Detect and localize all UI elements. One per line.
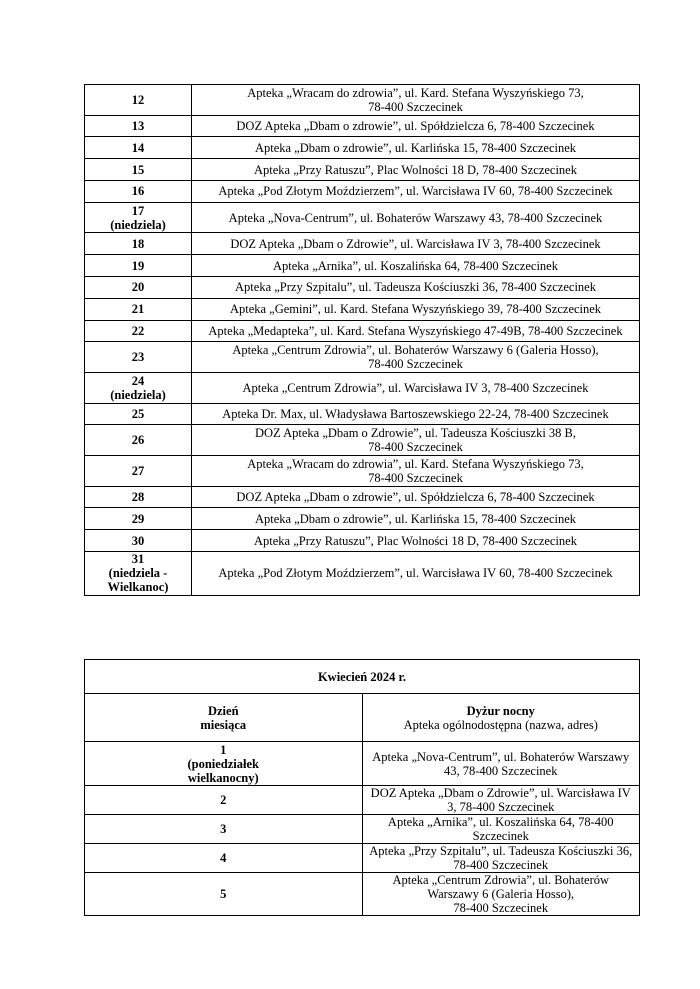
pharmacy-cell: Apteka „Gemini”, ul. Kard. Stefana Wyszyńskiego 39, 78-400 Szczecinek	[192, 298, 640, 320]
day-cell: 3	[85, 815, 363, 844]
day-cell: 23	[85, 342, 192, 373]
march-duty-table	[84, 84, 640, 596]
table-row	[85, 180, 640, 202]
day-cell: 20	[85, 276, 192, 298]
pharmacy-cell: Apteka „Medapteka”, ul. Kard. Stefana Wyszyńskiego 47-49B, 78-400 Szczecinek	[192, 320, 640, 342]
table-row	[85, 403, 640, 425]
table-row	[85, 873, 640, 916]
day-cell: 29	[85, 508, 192, 530]
day-cell: 30	[85, 530, 192, 552]
header-day: Dzień miesiąca	[85, 694, 363, 742]
table-row	[85, 159, 640, 181]
table-row	[85, 342, 640, 373]
table-row	[85, 233, 640, 255]
pharmacy-cell: DOZ Apteka „Dbam o zdrowie”, ul. Spółdzielcza 6, 78-400 Szczecinek	[192, 115, 640, 137]
day-cell: 26	[85, 425, 192, 456]
day-cell: 14	[85, 137, 192, 159]
table-row	[85, 455, 640, 486]
table-row	[85, 551, 640, 595]
day-cell: 18	[85, 233, 192, 255]
table-row	[85, 115, 640, 137]
pharmacy-cell: Apteka „Centrum Zdrowia”, ul. Bohaterów Warszawy 6 (Galeria Hosso), 78-400 Szczecinek	[362, 873, 640, 916]
table-row	[85, 815, 640, 844]
pharmacy-cell: Apteka „Centrum Zdrowia”, ul. Bohaterów Warszawy 6 (Galeria Hosso), 78-400 Szczecinek	[192, 342, 640, 373]
day-cell: 24 (niedziela)	[85, 372, 192, 403]
table-row	[85, 786, 640, 815]
pharmacy-cell: DOZ Apteka „Dbam o Zdrowie”, ul. Warcisława IV 3, 78-400 Szczecinek	[362, 786, 640, 815]
table-row	[85, 298, 640, 320]
table-row	[85, 844, 640, 873]
table-row	[85, 508, 640, 530]
pharmacy-cell: Apteka „Dbam o zdrowie”, ul. Karlińska 15, 78-400 Szczecinek	[192, 508, 640, 530]
pharmacy-cell: Apteka „Arnika”, ul. Koszalińska 64, 78-400 Szczecinek	[192, 255, 640, 277]
april-duty-table	[84, 659, 640, 916]
pharmacy-cell: Apteka „Wracam do zdrowia”, ul. Kard. Stefana Wyszyńskiego 73, 78-400 Szczecinek	[192, 455, 640, 486]
pharmacy-cell: Apteka „Nova-Centrum”, ul. Bohaterów Warszawy 43, 78-400 Szczecinek	[362, 742, 640, 786]
day-cell: 22	[85, 320, 192, 342]
day-cell: 31 (niedziela - Wielkanoc)	[85, 551, 192, 595]
pharmacy-cell: Apteka „Nova-Centrum”, ul. Bohaterów Warszawy 43, 78-400 Szczecinek	[192, 202, 640, 233]
table-row	[85, 202, 640, 233]
pharmacy-cell: DOZ Apteka „Dbam o zdrowie”, ul. Spółdzielcza 6, 78-400 Szczecinek	[192, 486, 640, 508]
pharmacy-cell: Apteka „Arnika”, ul. Koszalińska 64, 78-400 Szczecinek	[362, 815, 640, 844]
table-row	[85, 742, 640, 786]
table-row	[85, 85, 640, 116]
day-cell: 5	[85, 873, 363, 916]
table-row	[85, 276, 640, 298]
day-cell: 25	[85, 403, 192, 425]
table-row	[85, 372, 640, 403]
table-row	[85, 425, 640, 456]
pharmacy-cell: Apteka Dr. Max, ul. Władysława Bartoszewskiego 22-24, 78-400 Szczecinek	[192, 403, 640, 425]
month-title: Kwiecień 2024 r.	[85, 660, 640, 694]
day-cell: 15	[85, 159, 192, 181]
header-duty: Dyżur nocny Apteka ogólnodostępna (nazwa, adres)	[362, 694, 640, 742]
pharmacy-cell: DOZ Apteka „Dbam o Zdrowie”, ul. Tadeusza Kościuszki 38 B, 78-400 Szczecinek	[192, 425, 640, 456]
table-caption-row	[85, 660, 640, 694]
day-cell: 4	[85, 844, 363, 873]
day-cell: 17 (niedziela)	[85, 202, 192, 233]
day-cell: 28	[85, 486, 192, 508]
pharmacy-cell: Apteka „Przy Szpitalu”, ul. Tadeusza Kościuszki 36, 78-400 Szczecinek	[192, 276, 640, 298]
pharmacy-cell: Apteka „Centrum Zdrowia”, ul. Warcisława IV 3, 78-400 Szczecinek	[192, 372, 640, 403]
day-cell: 27	[85, 455, 192, 486]
table-row	[85, 320, 640, 342]
pharmacy-cell: Apteka „Pod Złotym Moździerzem”, ul. Warcisława IV 60, 78-400 Szczecinek	[192, 551, 640, 595]
day-cell: 19	[85, 255, 192, 277]
pharmacy-cell: Apteka „Przy Szpitalu”, ul. Tadeusza Kościuszki 36, 78-400 Szczecinek	[362, 844, 640, 873]
day-cell: 1 (poniedziałek wielkanocny)	[85, 742, 363, 786]
pharmacy-cell: Apteka „Dbam o zdrowie”, ul. Karlińska 15, 78-400 Szczecinek	[192, 137, 640, 159]
table-row	[85, 137, 640, 159]
day-cell: 13	[85, 115, 192, 137]
table-row	[85, 255, 640, 277]
day-cell: 12	[85, 85, 192, 116]
pharmacy-cell: Apteka „Przy Ratuszu”, Plac Wolności 18 D, 78-400 Szczecinek	[192, 530, 640, 552]
day-cell: 21	[85, 298, 192, 320]
pharmacy-cell: Apteka „Wracam do zdrowia”, ul. Kard. Stefana Wyszyńskiego 73, 78-400 Szczecinek	[192, 85, 640, 116]
table-header-row	[85, 694, 640, 742]
table-row	[85, 486, 640, 508]
day-cell: 2	[85, 786, 363, 815]
pharmacy-cell: Apteka „Pod Złotym Moździerzem”, ul. Warcisława IV 60, 78-400 Szczecinek	[192, 180, 640, 202]
day-cell: 16	[85, 180, 192, 202]
pharmacy-cell: Apteka „Przy Ratuszu”, Plac Wolności 18 D, 78-400 Szczecinek	[192, 159, 640, 181]
table-row	[85, 530, 640, 552]
pharmacy-cell: DOZ Apteka „Dbam o Zdrowie”, ul. Warcisława IV 3, 78-400 Szczecinek	[192, 233, 640, 255]
